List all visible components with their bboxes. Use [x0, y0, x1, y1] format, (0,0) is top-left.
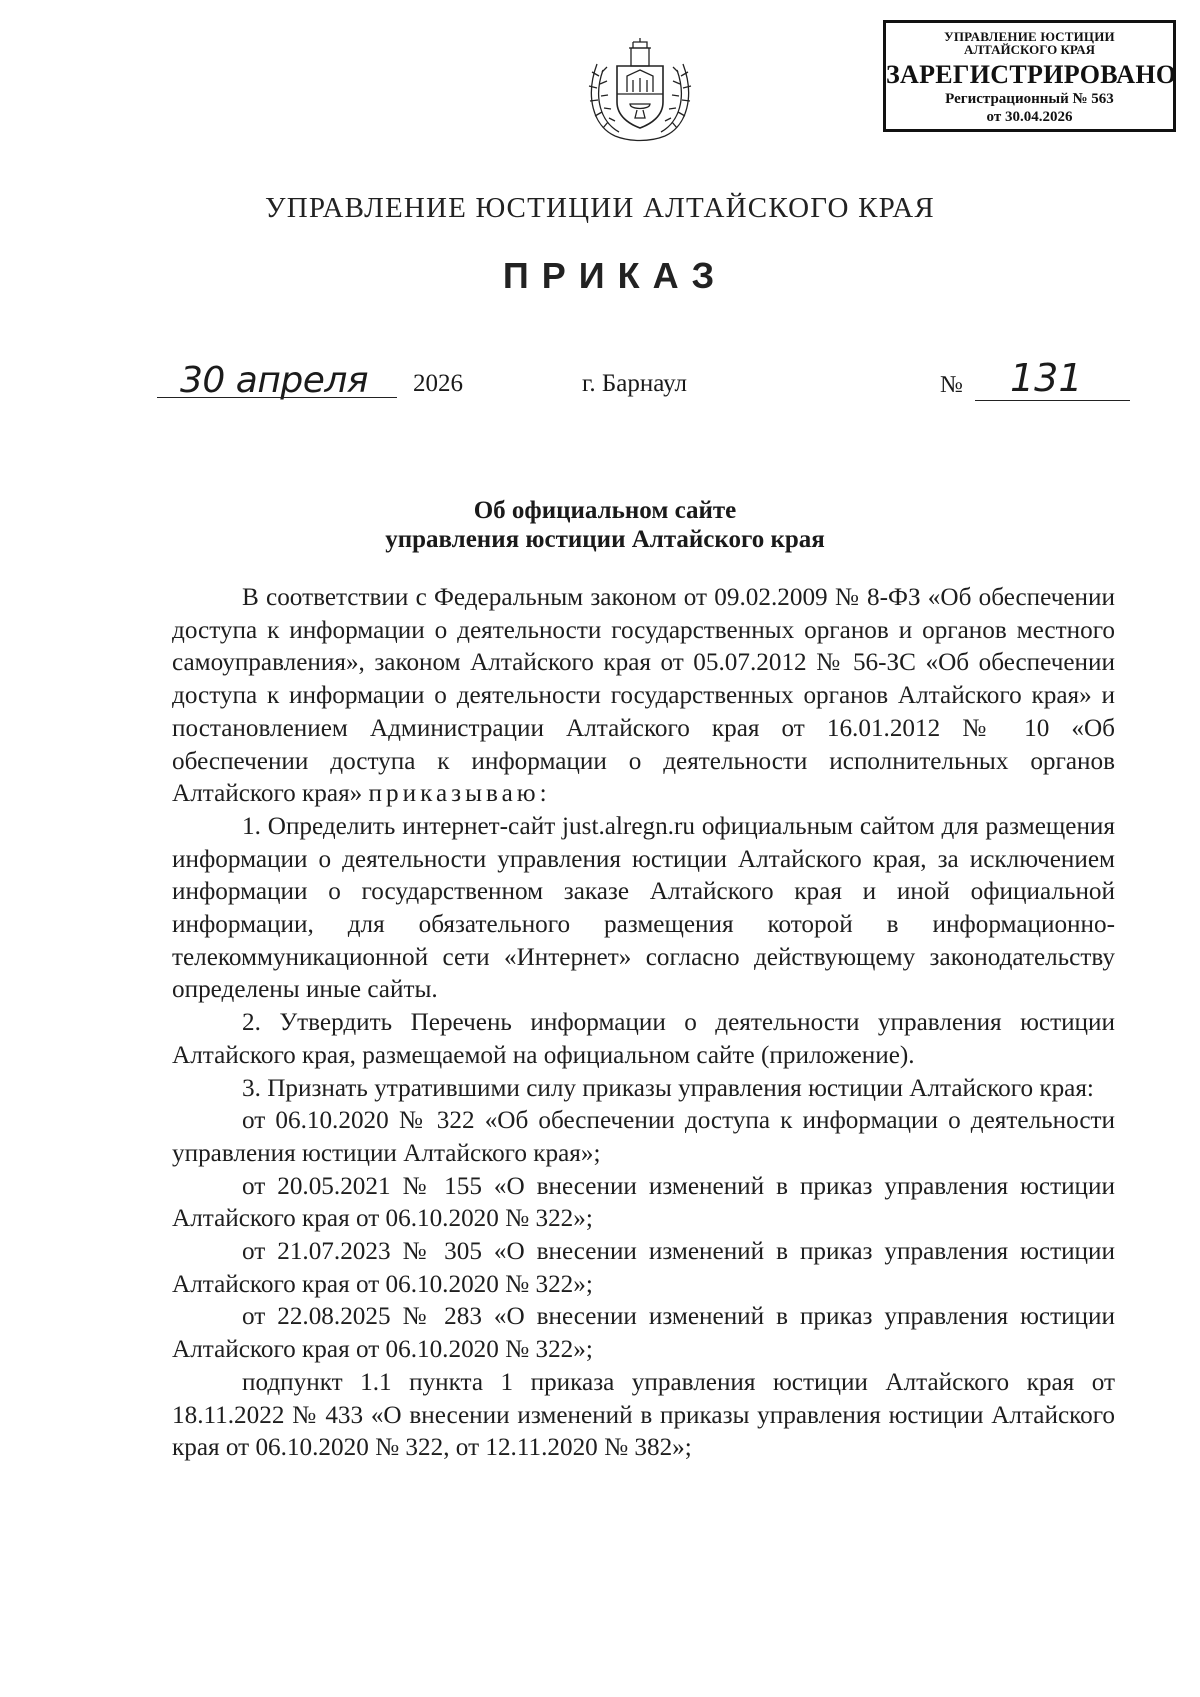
stamp-registration-number: Регистрационный № 563 [945, 91, 1114, 107]
order-word: приказываю: [368, 780, 551, 808]
document-city: г. Барнаул [582, 370, 687, 397]
number-sign: № [940, 372, 963, 398]
date-underline [157, 397, 397, 398]
preamble-paragraph [172, 582, 1115, 811]
clause-3-item-3: от 21.07.2023 № 305 «О внесении изменений в приказ управления юстиции Алтайского края от 06.10.2020 № 322»; [172, 1238, 1115, 1298]
preamble-text: В соответствии с Федеральным законом от 09.02.2009 № 8-ФЗ «Об обеспечении доступа к информации о деятельности государственных органов и органов местного самоуправления», законом Алтайского края от 05.07.2012 № 56-ЗС «Об обеспечении доступа к информации о деятельности государственных органов Алтайского края» и постановлением Администрации Алтайского края от 16.01.2012 № 10 «Об обеспечении доступа к информации о деятельности исполнительных органов Алтайского края» [172, 584, 1115, 808]
clause-3-item-4: от 22.08.2025 № 283 «О внесении изменений в приказ управления юстиции Алтайского края от 06.10.2020 № 322»; [172, 1303, 1115, 1364]
stamp-org-line1: УПРАВЛЕНИЕ ЮСТИЦИИ [944, 29, 1115, 44]
clause-3: 3. Признать утратившими силу приказы управления юстиции Алтайского края: [242, 1074, 1094, 1102]
document-body [172, 582, 1115, 1465]
stamp-status: ЗАРЕГИСТРИРОВАНО [886, 60, 1177, 89]
handwritten-number: 131 [1010, 356, 1083, 400]
document-year: 2026 [413, 370, 463, 397]
clause-1: 1. Определить интернет-сайт just.alregn.ru официальным сайтом для размещения информации о деятельности управления юстиции Алтайского края, за исключением информации о государственном заказе Алтайского края и иной официальной информации, для обязательного размещения которой в информационно-телекоммуникационной сети «Интернет» согласно действующему законодательству определены иные сайты. [172, 812, 1115, 1004]
clause-3-item-2: от 20.05.2021 № 155 «О внесении изменений в приказ управления юстиции Алтайского края от 06.10.2020 № 322»; [172, 1172, 1115, 1233]
document-type: ПРИКАЗ [502, 255, 728, 296]
clause-3-item-1: от 06.10.2020 № 322 «Об обеспечении доступа к информации о деятельности управления юстиции Алтайского края»; [172, 1107, 1115, 1167]
document-title [0, 496, 1200, 554]
clause-3-item-5: подпункт 1.1 пункта 1 приказа управления юстиции Алтайского края от 18.11.2022 № 433 «О внесении изменений в приказы управления юстиции Алтайского края от 06.10.2020 № 322, от 12.11.2020 № 382»; [172, 1368, 1115, 1462]
title-line1: Об официальном сайте [473, 497, 737, 524]
title-line2: управления юстиции Алтайского края [385, 526, 825, 553]
registration-stamp [883, 20, 1176, 132]
altai-krai-coat-of-arms-icon [575, 36, 705, 144]
handwritten-date: 30 апреля [180, 360, 369, 401]
stamp-org-line2: АЛТАЙСКОГО КРАЯ [964, 42, 1095, 57]
number-underline [975, 400, 1130, 401]
clause-2: 2. Утвердить Перечень информации о деятельности управления юстиции Алтайского края, размещаемой на официальном сайте (приложение). [172, 1009, 1115, 1069]
stamp-registration-date: от 30.04.2026 [986, 109, 1073, 125]
organization-name: УПРАВЛЕНИЕ ЮСТИЦИИ АЛТАЙСКОГО КРАЯ [265, 192, 935, 224]
